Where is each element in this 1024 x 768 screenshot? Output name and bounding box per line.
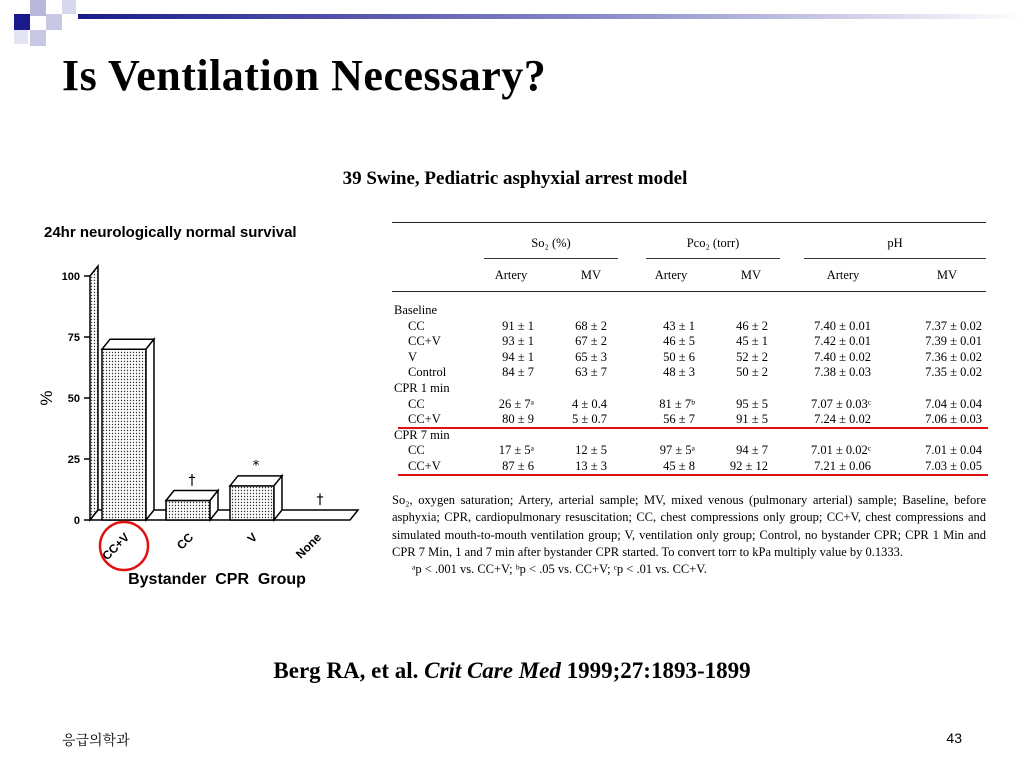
table-cell: 63 ± 7 xyxy=(575,365,607,380)
table-cell: 7.38 ± 0.03 xyxy=(814,365,871,380)
table-row xyxy=(392,397,986,413)
subheader: MV xyxy=(740,268,762,282)
table-cell: 26 ± 7ᵃ xyxy=(498,396,534,411)
bar-cc xyxy=(166,490,218,520)
y-tick-label: 25 xyxy=(67,454,80,466)
highlight-line xyxy=(398,474,988,476)
x-tick-label: CC xyxy=(173,530,197,553)
table-cell: 45 ± 8 xyxy=(663,459,695,473)
table-cell: 52 ± 2 xyxy=(736,349,768,364)
table-cell: 17 ± 5ᵃ xyxy=(498,443,534,458)
page-number: 43 xyxy=(946,730,962,746)
table-cell: 87 ± 6 xyxy=(502,459,534,473)
table-cell: 12 ± 5 xyxy=(575,443,607,458)
table-row xyxy=(392,350,986,366)
citation-journal: Crit Care Med xyxy=(424,658,561,683)
x-tick-label: None xyxy=(293,530,325,562)
table-cell: 94 ± 7 xyxy=(736,443,768,458)
table-cell: 91 ± 5 xyxy=(736,412,768,427)
bar-cc-v xyxy=(102,339,154,520)
significance-marker: † xyxy=(316,492,324,508)
row-label: CC xyxy=(408,318,425,333)
table-row xyxy=(392,319,986,335)
table-row xyxy=(392,365,986,381)
table-cell: 48 ± 3 xyxy=(663,365,695,380)
table-cell: 7.40 ± 0.01 xyxy=(814,318,871,333)
group-rule xyxy=(484,258,618,259)
table-cell: 67 ± 2 xyxy=(575,334,607,349)
table-cell: 7.39 ± 0.01 xyxy=(925,334,982,349)
table-cell: 7.42 ± 0.01 xyxy=(814,334,871,349)
x-tick-label: CC+V xyxy=(99,530,133,563)
table-cell: 84 ± 7 xyxy=(502,365,534,380)
row-label: CC xyxy=(408,396,425,411)
table-top-rule xyxy=(392,222,986,223)
table-cell: 43 ± 1 xyxy=(663,318,695,333)
x-tick-label: V xyxy=(244,530,261,546)
significance-marker: † xyxy=(188,472,196,489)
footer-department: 응급의학과 xyxy=(62,733,130,749)
subheader: MV xyxy=(580,268,602,282)
subheader: Artery xyxy=(494,268,528,282)
subheader: MV xyxy=(936,268,958,282)
group-rule xyxy=(646,258,780,259)
table-cell: 46 ± 2 xyxy=(736,318,768,333)
bar-v xyxy=(230,476,282,520)
table-cell: 92 ± 12 xyxy=(729,459,768,473)
table-cell: 7.37 ± 0.02 xyxy=(925,318,982,333)
subheader: Artery xyxy=(654,268,688,282)
row-label: Baseline xyxy=(394,303,438,317)
group-rule xyxy=(804,258,986,259)
table-cell: 7.24 ± 0.02 xyxy=(814,412,871,427)
row-label: V xyxy=(408,349,418,364)
table-cell: 7.03 ± 0.05 xyxy=(925,459,982,473)
y-axis-label: % xyxy=(37,390,56,406)
chart-title: 24hr neurologically normal survival xyxy=(44,224,297,241)
table-row xyxy=(392,334,986,350)
table-row xyxy=(392,428,986,444)
table-cell: 46 ± 5 xyxy=(663,334,695,349)
table-cell: 7.04 ± 0.04 xyxy=(925,396,982,411)
row-label: CC+V xyxy=(408,412,441,427)
group-header-pco2: Pco₂ (torr) xyxy=(686,236,740,250)
table-cell: 91 ± 1 xyxy=(502,318,534,333)
y-tick-label: 100 xyxy=(61,271,80,283)
citation-authors: Berg RA, et al. xyxy=(273,658,419,683)
x-axis-label: Bystander CPR Group xyxy=(128,571,306,588)
table-cell: 7.36 ± 0.02 xyxy=(925,349,982,364)
header-decoration xyxy=(0,0,1024,52)
table-cell: 81 ± 7ᵇ xyxy=(659,396,695,411)
table-cell: 7.01 ± 0.04 xyxy=(925,443,982,458)
row-label: CC+V xyxy=(408,459,441,473)
table-cell: 95 ± 5 xyxy=(736,396,768,411)
table-row xyxy=(392,381,986,397)
row-label: CC xyxy=(408,443,425,458)
footnote-significance: ᵃp < .001 vs. CC+V; ᵇp < .05 vs. CC+V; ᶜp < .01 vs. CC+V. xyxy=(412,562,707,577)
y-tick-label: 75 xyxy=(67,332,80,344)
y-tick-label: 0 xyxy=(73,515,80,527)
table-cell: 7.01 ± 0.02ᶜ xyxy=(810,443,871,458)
table-cell: 50 ± 2 xyxy=(736,365,768,380)
subheader: Artery xyxy=(826,268,860,282)
table-row xyxy=(392,459,986,475)
highlight-line xyxy=(398,427,988,429)
row-label: CC+V xyxy=(408,334,441,349)
y-tick-label: 50 xyxy=(67,393,80,405)
table-cell: 5 ± 0.7 xyxy=(572,412,607,427)
citation-reference: 1999;27:1893-1899 xyxy=(566,658,751,683)
table-cell: 4 ± 0.4 xyxy=(572,396,607,411)
slide-title: Is Ventilation Necessary? xyxy=(62,51,547,100)
table-cell: 50 ± 6 xyxy=(663,349,695,364)
table-cell: 7.40 ± 0.02 xyxy=(814,349,871,364)
table-cell: 7.35 ± 0.02 xyxy=(925,365,982,380)
row-label: CPR 1 min xyxy=(394,381,450,395)
table-cell: 56 ± 7 xyxy=(663,412,695,427)
y-axis-wall xyxy=(90,266,98,520)
table-cell: 45 ± 1 xyxy=(736,334,768,349)
footnote-text: So₂, oxygen saturation; Artery, arterial sample; MV, mixed venous (pulmonary arterial) sample; Baseline, before asphyxia; CPR, cardiopulmonary resuscitation; CC, chest compressions only group; CC+V, chest compressions and simulated mouth-to-mouth ventilation group; V, ventilation only group; Control, no bystander CPR; CPR 1 Min and CPR 7 Min, 1 and 7 min after bystander CPR started. To convert torr to kPa multiply value by 0.1333. xyxy=(392,493,986,559)
table-cell: 7.07 ± 0.03ᶜ xyxy=(810,396,871,411)
header-rule xyxy=(392,291,986,292)
citation xyxy=(0,658,1024,684)
table-cell: 80 ± 9 xyxy=(502,412,534,427)
table-row xyxy=(392,412,986,428)
table-cell: 7.06 ± 0.03 xyxy=(925,412,982,427)
table-cell: 65 ± 3 xyxy=(575,349,607,364)
table-cell: 7.21 ± 0.06 xyxy=(814,459,871,473)
survival-bar-chart xyxy=(36,252,368,602)
table-row xyxy=(392,303,986,319)
table-cell: 97 ± 5ᵃ xyxy=(659,443,695,458)
table-row xyxy=(392,443,986,459)
table-cell: 94 ± 1 xyxy=(502,349,534,364)
group-header-so2: So₂ (%) xyxy=(531,236,571,250)
table-cell: 68 ± 2 xyxy=(575,318,607,333)
table-cell: 13 ± 3 xyxy=(575,459,607,473)
row-label: Control xyxy=(408,365,447,380)
slide-subtitle: 39 Swine, Pediatric asphyxial arrest model xyxy=(342,168,688,189)
significance-marker: * xyxy=(252,457,260,474)
table-footnote xyxy=(392,492,986,578)
group-header-ph: pH xyxy=(887,236,903,250)
row-label: CPR 7 min xyxy=(394,427,450,442)
table-cell: 93 ± 1 xyxy=(502,334,534,349)
